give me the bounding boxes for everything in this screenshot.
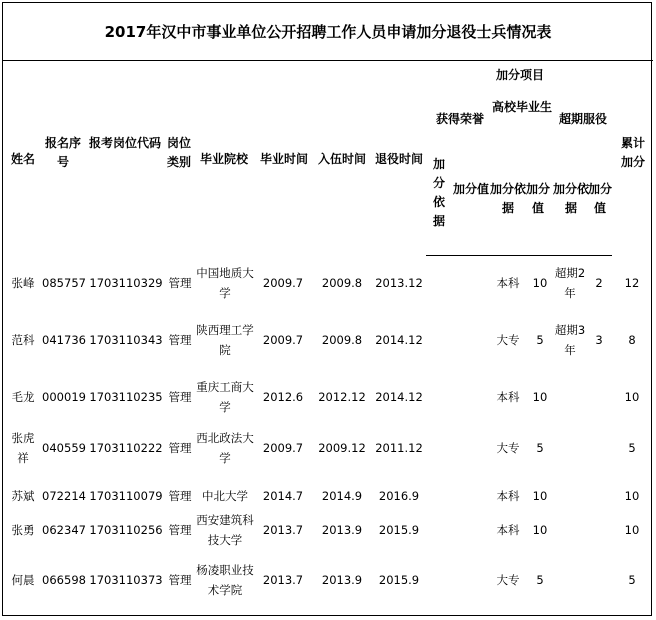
cell-total: 10	[624, 390, 640, 404]
cell-discharge: 2015.9	[378, 523, 420, 537]
cell-enlist: 2009.8	[321, 276, 363, 290]
cell-name: 张勇	[11, 523, 35, 537]
cell-discharge: 2014.12	[375, 390, 423, 404]
cell-school: 重庆工商大学	[196, 380, 254, 414]
cell-school: 中北大学	[202, 489, 248, 503]
cell-post-type: 管理	[168, 523, 192, 537]
cell-name: 张虎祥	[11, 431, 35, 465]
cell-reg-no: 041736	[42, 333, 86, 347]
cell-total: 5	[628, 573, 636, 587]
header-divider	[426, 255, 612, 256]
cell-discharge: 2014.12	[375, 333, 423, 347]
cell-college-value: 5	[536, 573, 544, 587]
header-college-basis: 加分依据	[490, 182, 527, 215]
cell-grad: 2009.7	[262, 276, 304, 290]
header-enlist-time: 入伍时间	[317, 152, 366, 166]
cell-reg-no: 040559	[42, 441, 86, 455]
cell-college-basis: 本科	[496, 523, 520, 537]
header-post-type: 岗位类别	[166, 136, 191, 169]
cell-over-value: 3	[595, 333, 603, 347]
cell-reg-no: 072214	[42, 489, 86, 503]
cell-grad: 2013.7	[262, 523, 304, 537]
cell-enlist: 2013.9	[321, 573, 363, 587]
cell-reg-no: 062347	[42, 523, 86, 537]
cell-discharge: 2016.9	[378, 489, 420, 503]
header-over-value: 加分值	[587, 182, 612, 215]
cell-enlist: 2009.8	[321, 333, 363, 347]
cell-enlist: 2014.9	[321, 489, 363, 503]
cell-name: 范科	[11, 333, 35, 347]
cell-post-code: 1703110222	[89, 441, 163, 455]
cell-post-type: 管理	[168, 441, 192, 455]
cell-enlist: 2012.12	[318, 390, 366, 404]
cell-discharge: 2015.9	[378, 573, 420, 587]
cell-post-code: 1703110256	[89, 523, 163, 537]
cell-total: 5	[628, 441, 636, 455]
cell-reg-no: 066598	[42, 573, 86, 587]
cell-post-type: 管理	[168, 333, 192, 347]
cell-enlist: 2013.9	[321, 523, 363, 537]
cell-total: 10	[624, 489, 640, 503]
cell-name: 苏斌	[11, 489, 35, 503]
cell-post-type: 管理	[168, 489, 192, 503]
cell-name: 张峰	[11, 276, 35, 290]
header-over-basis: 加分依据	[553, 182, 590, 215]
cell-school: 陕西理工学院	[196, 323, 254, 357]
cell-name: 毛龙	[11, 390, 35, 404]
cell-college-basis: 本科	[496, 489, 520, 503]
cell-school: 杨凌职业技术学院	[196, 563, 254, 597]
cell-college-value: 10	[532, 523, 548, 537]
cell-total: 12	[624, 276, 640, 290]
cell-total: 10	[624, 523, 640, 537]
cell-reg-no: 085757	[42, 276, 86, 290]
cell-college-basis: 大专	[496, 333, 520, 347]
header-college-grad: 高校毕业生	[492, 100, 553, 114]
cell-reg-no: 000019	[42, 390, 86, 404]
cell-grad: 2012.6	[262, 390, 304, 404]
page-title: 2017年汉中市事业单位公开招聘工作人员申请加分退役士兵情况表	[3, 3, 653, 61]
cell-college-value: 5	[536, 333, 544, 347]
cell-post-code: 1703110343	[89, 333, 163, 347]
header-bonus-items: 加分项目	[495, 68, 544, 82]
cell-grad: 2013.7	[262, 573, 304, 587]
cell-post-code: 1703110373	[89, 573, 163, 587]
cell-college-basis: 本科	[496, 276, 520, 290]
cell-enlist: 2009.12	[318, 441, 366, 455]
header-post-code: 报考岗位代码	[88, 136, 161, 150]
header-grad-time: 毕业时间	[259, 152, 308, 166]
cell-post-code: 1703110079	[89, 489, 163, 503]
header-name: 姓名	[10, 152, 35, 166]
cell-over-value: 2	[595, 276, 603, 290]
cell-college-value: 10	[532, 276, 548, 290]
cell-discharge: 2011.12	[375, 441, 423, 455]
cell-school: 西北政法大学	[196, 431, 254, 465]
cell-total: 8	[628, 333, 636, 347]
cell-college-value: 5	[536, 441, 544, 455]
cell-grad: 2014.7	[262, 489, 304, 503]
cell-college-value: 10	[532, 390, 548, 404]
header-reg-no: 报名序号	[44, 136, 81, 169]
cell-grad: 2009.7	[262, 441, 304, 455]
header-overtime: 超期服役	[558, 112, 607, 126]
header-discharge-time: 退役时间	[374, 152, 423, 166]
cell-post-code: 1703110329	[89, 276, 163, 290]
cell-college-basis: 大专	[496, 441, 520, 455]
cell-post-code: 1703110235	[89, 390, 163, 404]
header-honor-value: 加分值	[452, 182, 489, 196]
header-honor-basis: 加分依据	[432, 157, 445, 228]
header-college-value: 加分值	[525, 182, 550, 215]
cell-school: 中国地质大学	[196, 266, 254, 300]
cell-over-basis: 超期3年	[554, 323, 586, 357]
cell-college-basis: 大专	[496, 573, 520, 587]
cell-school: 西安建筑科技大学	[196, 513, 254, 547]
cell-over-basis: 超期2年	[554, 266, 586, 300]
cell-grad: 2009.7	[262, 333, 304, 347]
cell-post-type: 管理	[168, 276, 192, 290]
cell-college-basis: 本科	[496, 390, 520, 404]
cell-discharge: 2013.12	[375, 276, 423, 290]
header-school: 毕业院校	[199, 152, 248, 166]
header-total: 累计加分	[620, 136, 645, 169]
cell-post-type: 管理	[168, 573, 192, 587]
header-honor: 获得荣誉	[435, 112, 484, 126]
cell-college-value: 10	[532, 489, 548, 503]
cell-post-type: 管理	[168, 390, 192, 404]
cell-name: 何晨	[11, 573, 35, 587]
